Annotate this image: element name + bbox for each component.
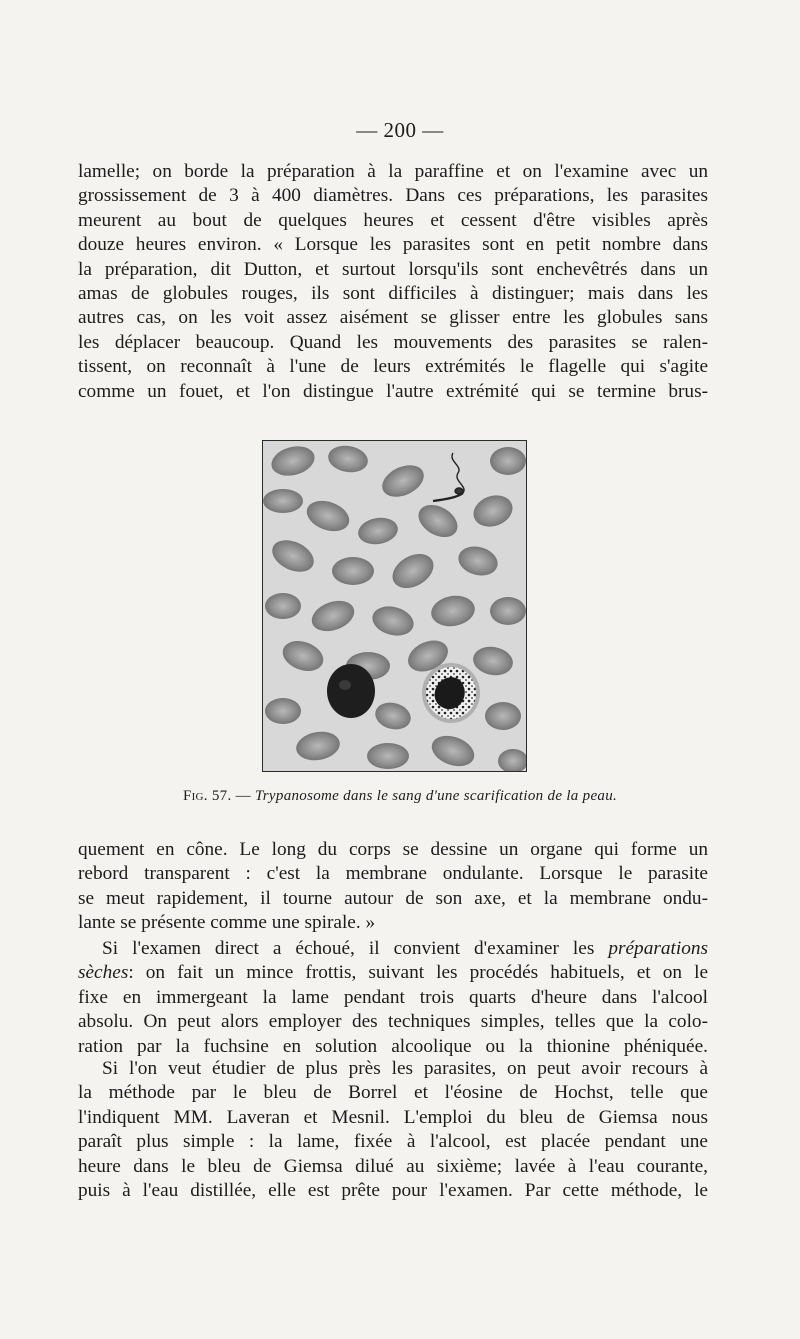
emphasis: préparations — [608, 938, 708, 959]
text-line: rebord transparent : c'est la membrane ondulante. Lorsque le parasite — [78, 863, 708, 885]
leukocyte-dark — [327, 664, 375, 718]
figure-caption-text: Trypanosome dans le sang d'une scarification de la peau. — [254, 788, 618, 804]
text-line: meurent au bout de quelques heures et cessent d'être visibles après — [78, 209, 708, 231]
text-line: la méthode par le bleu de Borrel et l'éosine de Hochst, telle que — [78, 1082, 708, 1104]
text-line: Si l'on veut étudier de plus près les parasites, on peut avoir recours à — [102, 1058, 708, 1079]
caption-dash: — — [235, 788, 251, 804]
paragraph-2 — [78, 838, 708, 936]
text-line: puis à l'eau distillée, elle est prête pour l'examen. Par cette méthode, le — [78, 1180, 708, 1202]
text-line: autres cas, on les voit assez aisément se glisser entre les globules sans — [78, 307, 708, 329]
text-line: heure dans le bleu de Giemsa dilué au sixième; lavée à l'eau courante, — [78, 1155, 708, 1177]
text-line — [78, 961, 708, 985]
page-number: — 200 — — [356, 118, 444, 142]
text-line: fixe en immergeant la lame pendant trois quarts d'heure dans l'alcool — [78, 986, 708, 1008]
text-line — [78, 937, 708, 961]
emphasis: sèches — [78, 962, 129, 984]
text-line: lante se présente comme une spirale. » — [78, 912, 376, 934]
text-line: la préparation, dit Dutton, et surtout lorsqu'ils sont enchevêtrés dans un — [78, 258, 708, 280]
blood-smear-figure — [262, 440, 527, 772]
text-line: lamelle; on borde la préparation à la paraffine et on l'examine avec un — [78, 161, 708, 182]
leukocyte-granular — [422, 663, 480, 723]
figure-caption — [0, 788, 800, 805]
blood-smear-illustration — [263, 441, 526, 771]
text-line: amas de globules rouges, ils sont difficiles à distinguer; mais dans les — [78, 283, 708, 305]
text-line: tissent, on reconnaît à l'une de leurs extrémités le flagelle qui s'agite — [78, 356, 708, 378]
text-line: paraît plus simple : la lame, fixée à l'alcool, est placée pendant une — [78, 1131, 708, 1153]
text-line: absolu. On peut alors employer des techniques simples, telles que la colo- — [78, 1011, 708, 1033]
text-line: quement en cône. Le long du corps se dessine un organe qui forme un — [78, 839, 708, 860]
text-line: l'indiquent MM. Laveran et Mesnil. L'emploi du bleu de Giemsa nous — [78, 1106, 708, 1128]
text-line: se meut rapidement, il tourne autour de son axe, et la membrane ondu- — [78, 887, 708, 909]
text-line: ration par la fuchsine en solution alcoolique ou la thionine phéniquée. — [78, 1035, 708, 1057]
paragraph-4 — [78, 1057, 708, 1203]
text-run: : on fait un mince frottis, suivant les procédés habituels, et on le — [128, 962, 708, 984]
text-run: Si l'examen direct a échoué, il convient d'examiner les — [102, 938, 609, 959]
text-line: les déplacer beaucoup. Quand les mouvements des parasites se ralen- — [78, 331, 708, 353]
figure-label: Fig. 57. — [182, 788, 232, 804]
paragraph-1 — [78, 160, 708, 404]
paragraph-3 — [78, 937, 708, 1059]
text-line: comme un fouet, et l'on distingue l'autre extrémité qui se termine brus- — [78, 380, 708, 402]
text-line: douze heures environ. « Lorsque les parasites sont en petit nombre dans — [78, 234, 708, 256]
text-line: grossissement de 3 à 400 diamètres. Dans ces préparations, les parasites — [78, 185, 708, 207]
